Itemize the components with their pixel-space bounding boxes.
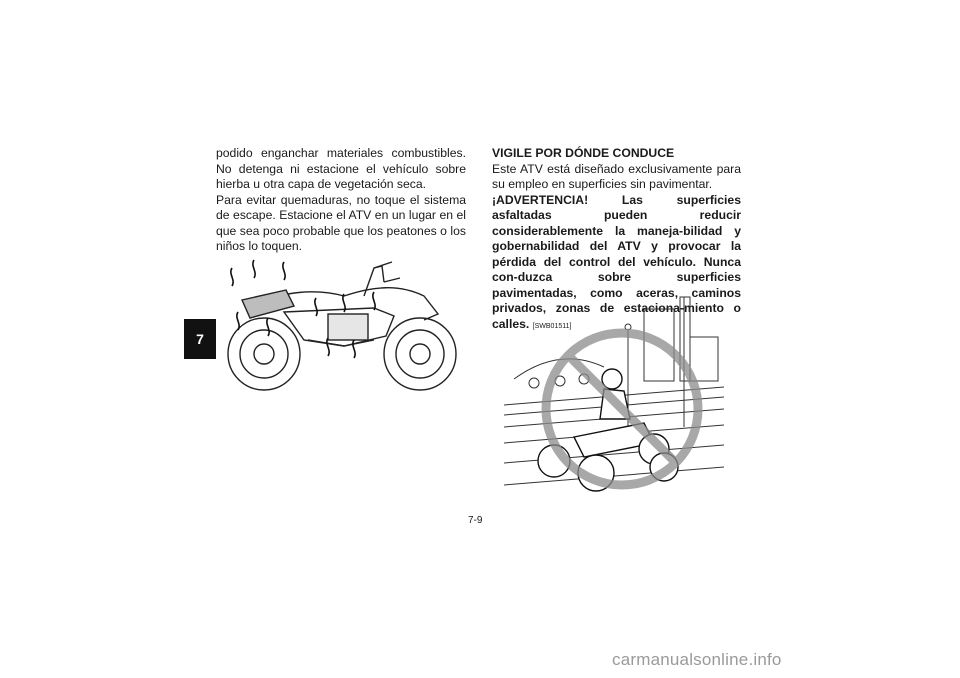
intro-paragraph: Este ATV está diseñado exclusivamente para su empleo en superficies sin pavimentar.: [492, 161, 741, 191]
left-paragraph-2: Para evitar quemaduras, no toque el sistema de escape. Estacione el ATV en un lugar en el que sea poco probable que los peatones o los niños lo toquen.: [216, 192, 466, 253]
atv-hot-exhaust-illustration: [224, 256, 464, 392]
no-pavement-riding-illustration: [504, 287, 724, 504]
left-column: [216, 146, 466, 255]
warning-text: ¡ADVERTENCIA! Las superficies asfaltadas pueden reducir considerablemente la maneja-bilidad y gobernabilidad del ATV y provocar la pérdida del control del vehículo. Nunca con-duzca sobre superficies pavimentadas, como aceras, caminos privados, zonas de estaciona-miento o calles.: [492, 192, 741, 331]
left-paragraph-1: podido enganchar materiales combustibles. No detenga ni estacione el vehículo sobre hierba u otra capa de vegetación seca.: [216, 146, 466, 191]
exhaust-muffler: [242, 290, 294, 318]
watermark: carmanualsonline.info: [612, 650, 782, 669]
front-wheel: [384, 318, 456, 390]
chapter-tab: [184, 319, 216, 359]
warning-code: [SWB01511]: [532, 322, 572, 330]
chapter-tab-number: 7: [196, 331, 204, 347]
prohibition-sign-icon: [546, 333, 698, 485]
page-number: 7-9: [468, 515, 483, 526]
section-heading: VIGILE POR DÓNDE CONDUCE: [492, 146, 675, 160]
